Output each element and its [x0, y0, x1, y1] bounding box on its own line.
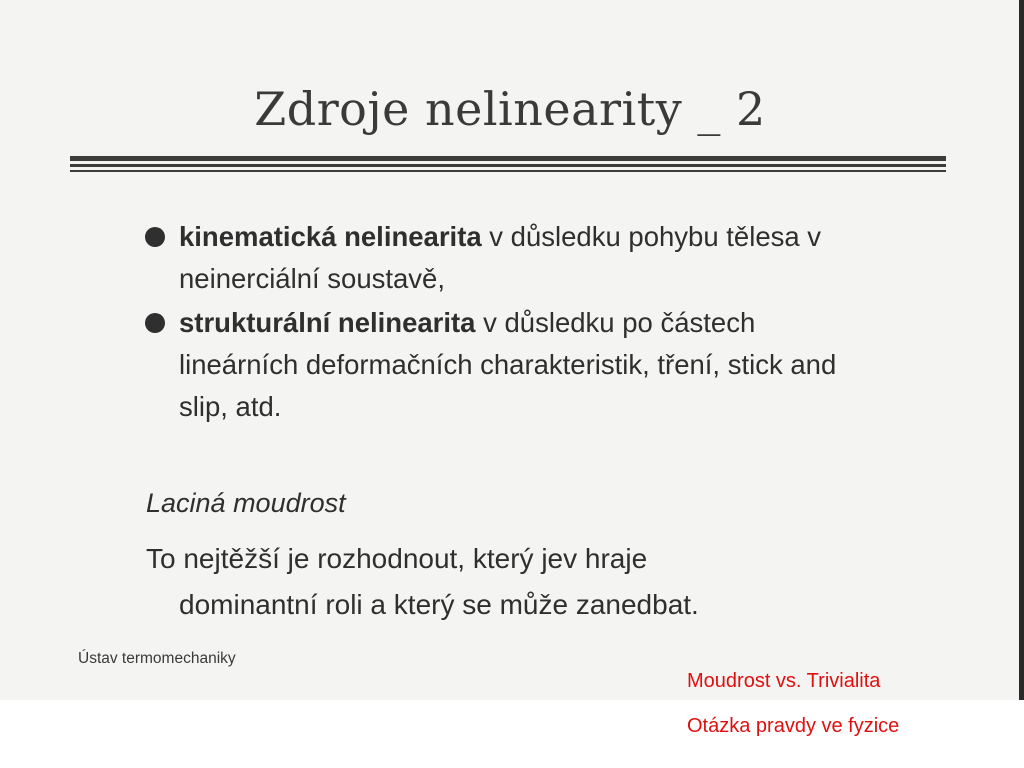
- wisdom-heading: Laciná moudrost: [146, 488, 346, 518]
- bullet-dot-icon: [145, 313, 165, 333]
- bullet-item: [145, 216, 865, 300]
- bullet-bold-term: kinematická nelinearita: [179, 221, 482, 252]
- title-divider: [70, 170, 946, 172]
- bullet-bold-term: strukturální nelinearita: [179, 307, 476, 338]
- wisdom-line: To nejtěžší je rozhodnout, který jev hraje: [146, 543, 648, 574]
- title-divider: [70, 164, 946, 167]
- link-otazka-pravdy[interactable]: Otázka pravdy ve fyzice: [687, 715, 900, 737]
- wisdom-text: [146, 536, 846, 628]
- title-divider: [70, 156, 946, 161]
- bullet-dot-icon: [145, 227, 165, 247]
- bullet-item: [145, 302, 865, 428]
- bullet-list: [145, 216, 865, 430]
- slide-edge: [1019, 0, 1024, 700]
- slide-title: Zdroje nelinearity _ 2: [254, 82, 766, 136]
- bullet-text: v důsledku po částech lineárních deformačních charakteristik, tření, stick and slip, atd.: [179, 307, 837, 422]
- link-moudrost-vs-trivialita[interactable]: Moudrost vs. Trivialita: [687, 670, 881, 692]
- slide-footer: Ústav termomechaniky: [78, 650, 236, 667]
- bullet-text: v důsledku pohybu tělesa v neinerciální soustavě,: [179, 221, 822, 294]
- wisdom-line: dominantní roli a který se může zanedbat.: [179, 589, 699, 620]
